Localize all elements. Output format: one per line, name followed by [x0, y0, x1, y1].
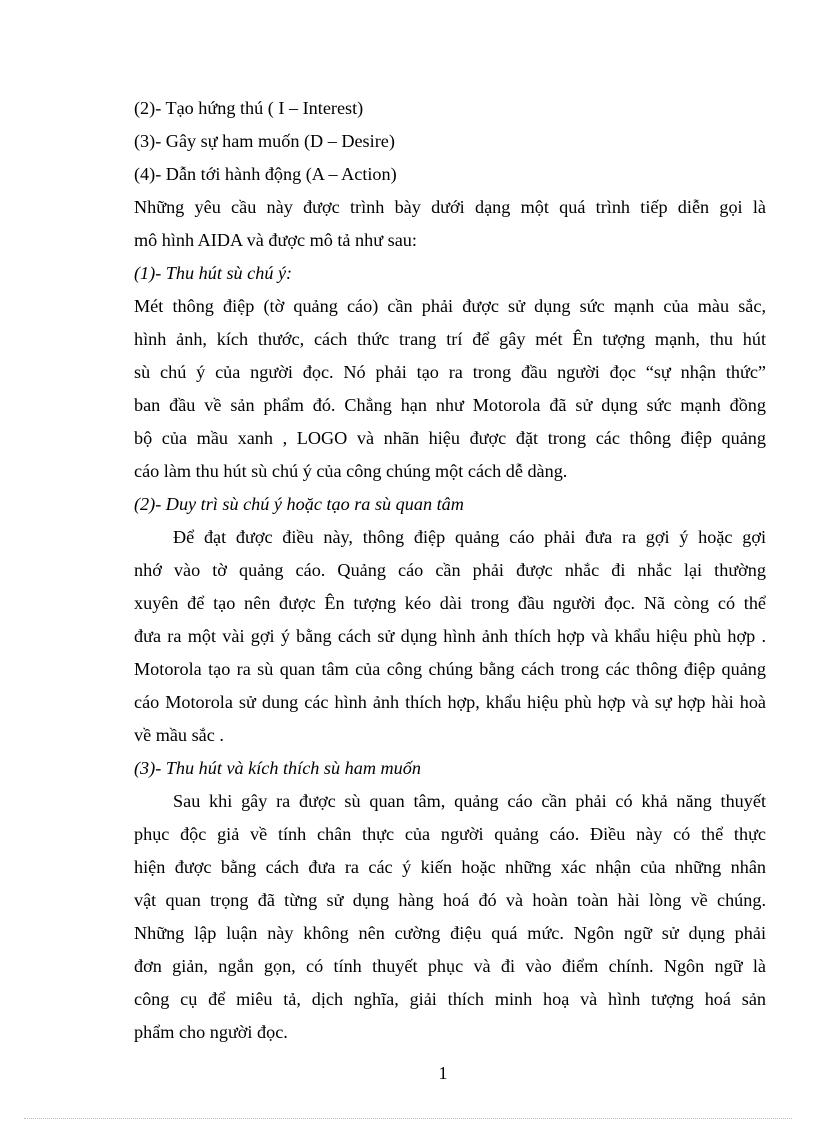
- paragraph-line: về mầu sắc .: [134, 725, 224, 745]
- page-number: 1: [438, 1063, 448, 1083]
- paragraph-line: Sau khi gây ra được sù quan tâm, quảng cáo cần phải có khả năng thuyết: [173, 791, 766, 811]
- paragraph-line: đưa ra một vài gợi ý bằng cách sử dụng hình ảnh thích hợp và khẩu hiệu phù hợp .: [134, 626, 766, 646]
- paragraph-line: phẩm cho người đọc.: [134, 1022, 288, 1042]
- list-item-interest: (2)- Tạo hứng thú ( I – Interest): [134, 98, 364, 118]
- paragraph-line: xuyên để tạo nên được Ên tượng kéo dài trong đầu người đọc. Nã còng có thể: [134, 593, 766, 613]
- list-item-desire: (3)- Gây sự ham muốn (D – Desire): [134, 131, 395, 151]
- paragraph-line: nhớ vào tờ quảng cáo. Quảng cáo cần phải được nhắc đi nhắc lại thường: [134, 560, 766, 580]
- paragraph-line: đơn giản, ngắn gọn, có tính thuyết phục và đi vào điểm chính. Ngôn ngữ là: [134, 956, 766, 976]
- paragraph-line: hiện được bằng cách đưa ra các ý kiến hoặc những xác nhận của những nhân: [134, 857, 766, 877]
- paragraph-line: mô hình AIDA và được mô tả như sau:: [134, 230, 417, 250]
- paragraph-line: phục độc giả về tính chân thực của người quảng cáo. Điều này có thể thực: [134, 824, 766, 844]
- paragraph-line: sù chú ý của người đọc. Nó phải tạo ra trong đầu người đọc “sự nhận thức”: [134, 362, 766, 382]
- paragraph-line: vật quan trọng đã từng sử dụng hàng hoá đó và hoàn toàn hài lòng về chúng.: [134, 890, 766, 910]
- list-item-action: (4)- Dẫn tới hành động (A – Action): [134, 164, 397, 184]
- paragraph-line: Motorola tạo ra sù quan tâm của công chúng bằng cách trong các thông điệp quảng: [134, 659, 766, 679]
- paragraph-line: ban đầu về sản phẩm đó. Chẳng hạn như Motorola đã sử dụng sức mạnh đồng: [134, 395, 766, 415]
- paragraph-line: công cụ để miêu tả, dịch nghĩa, giải thích minh hoạ và hình tượng hoá sản: [134, 989, 766, 1009]
- section-heading-interest: (2)- Duy trì sù chú ý hoặc tạo ra sù quan tâm: [134, 494, 464, 514]
- section-heading-desire: (3)- Thu hút và kích thích sù ham muốn: [134, 758, 421, 778]
- footer-divider: [24, 1118, 792, 1119]
- paragraph-line: Để đạt được điều này, thông điệp quảng cáo phải đưa ra gợi ý hoặc gợi: [173, 527, 766, 547]
- paragraph-line: cáo làm thu hút sù chú ý của công chúng một cách dễ dàng.: [134, 461, 568, 481]
- paragraph-line: Những lập luận này không nên cường điệu quá mức. Ngôn ngữ sử dụng phải: [134, 923, 766, 943]
- paragraph-line: cáo Motorola sử dung các hình ảnh thích hợp, khẩu hiệu phù hợp và sự hợp hài hoà: [134, 692, 766, 712]
- paragraph-line: bộ của mầu xanh , LOGO và nhãn hiệu được đặt trong các thông điệp quảng: [134, 428, 766, 448]
- paragraph-line: Những yêu cầu này được trình bày dưới dạng một quá trình tiếp diễn gọi là: [134, 197, 766, 217]
- paragraph-line: hình ảnh, kích thước, cách thức trang trí để gây mét Ên tượng mạnh, thu hút: [134, 329, 766, 349]
- document-body: [134, 92, 766, 1049]
- section-heading-attention: (1)- Thu hút sù chú ý:: [134, 263, 293, 283]
- paragraph-line: Mét thông điệp (tờ quảng cáo) cần phải được sử dụng sức mạnh của màu sắc,: [134, 296, 766, 316]
